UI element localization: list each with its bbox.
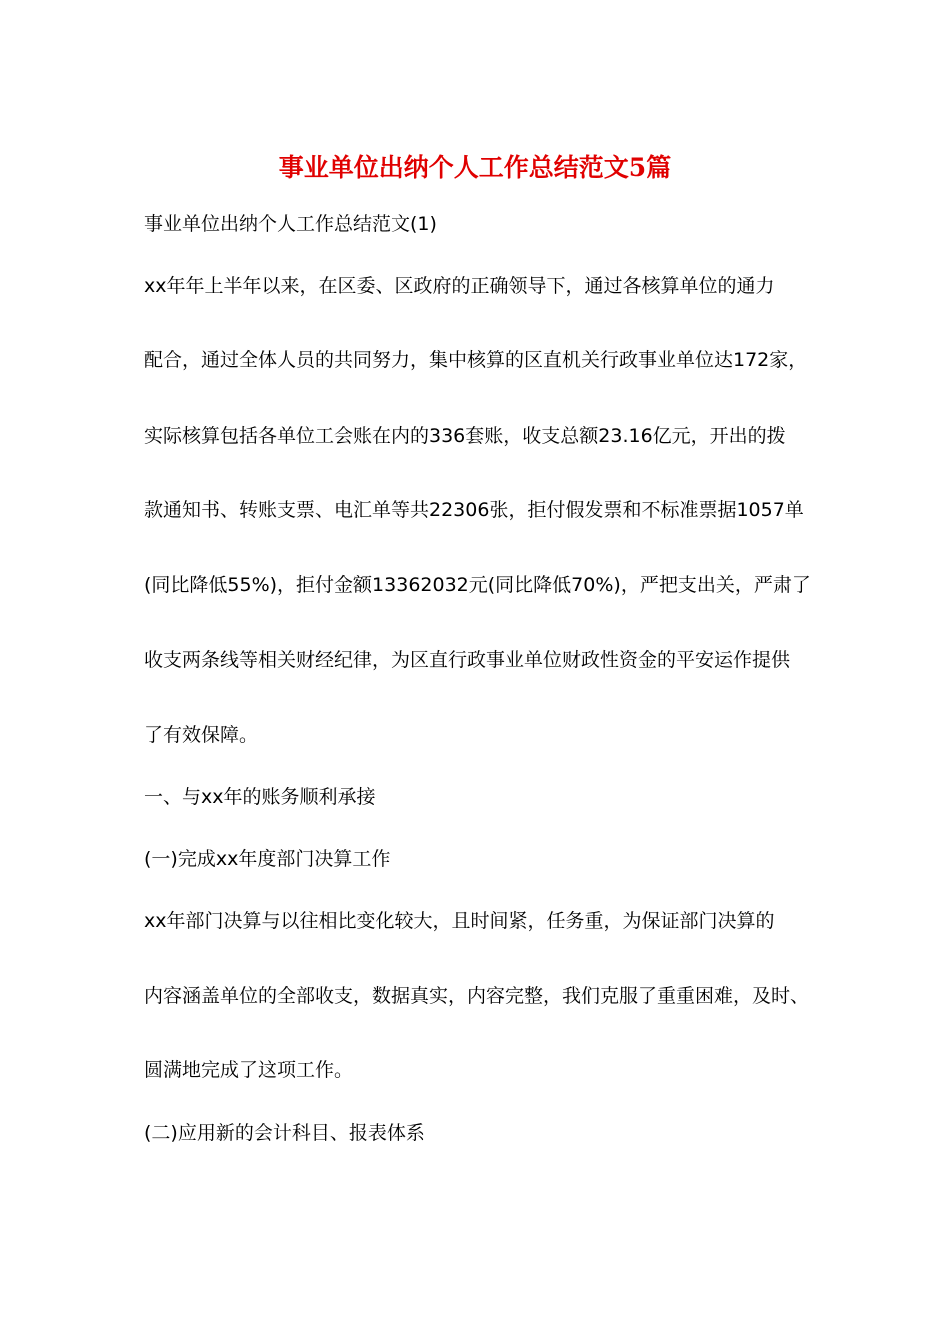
section-heading: 一、与xx年的账务顺利承接 <box>144 786 376 808</box>
paragraph-line: 配合，通过全体人员的共同努力，集中核算的区直机关行政事业单位达172家， <box>144 349 808 371</box>
section-heading: 事业单位出纳个人工作总结范文(1) <box>144 213 437 235</box>
subsection-heading: (二)应用新的会计科目、报表体系 <box>144 1122 425 1144</box>
paragraph-line: xx年部门决算与以往相比变化较大，且时间紧，任务重，为保证部门决算的 <box>144 910 775 932</box>
paragraph-line: 收支两条线等相关财经纪律，为区直行政事业单位财政性资金的平安运作提供 <box>144 649 791 671</box>
paragraph-line: 款通知书、转账支票、电汇单等共22306张，拒付假发票和不标准票据1057单 <box>144 499 804 521</box>
paragraph-line: (同比降低55%)，拒付金额13362032元(同比降低70%)，严把支出关，严肃了 <box>144 574 811 596</box>
paragraph-line: 内容涵盖单位的全部收支，数据真实，内容完整，我们克服了重重困难，及时、 <box>144 985 810 1007</box>
paragraph-line: xx年年上半年以来，在区委、区政府的正确领导下，通过各核算单位的通力 <box>144 275 775 297</box>
paragraph-line: 实际核算包括各单位工会账在内的336套账，收支总额23.16亿元，开出的拨 <box>144 425 786 447</box>
paragraph-line: 圆满地完成了这项工作。 <box>144 1059 354 1081</box>
subsection-heading: (一)完成xx年度部门决算工作 <box>144 848 391 870</box>
document-title: 事业单位出纳个人工作总结范文5篇 <box>278 153 672 182</box>
paragraph-line: 了有效保障。 <box>144 724 259 746</box>
